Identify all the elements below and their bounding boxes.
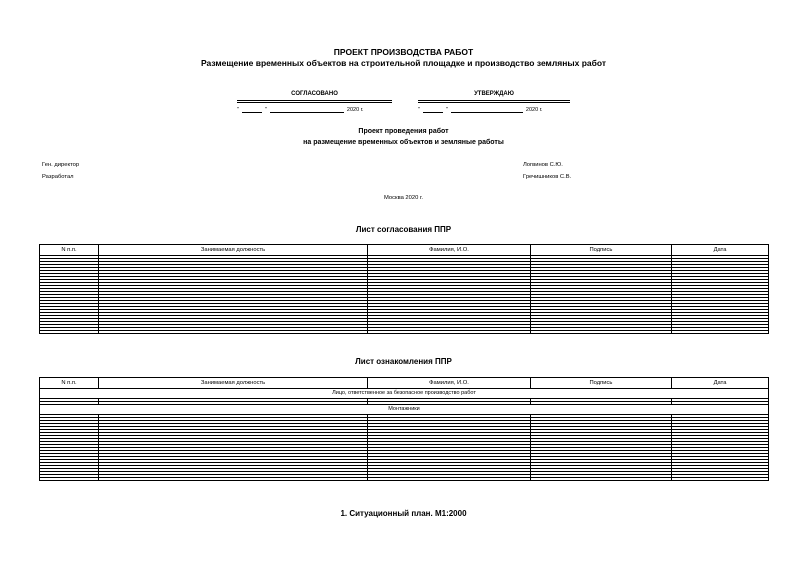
name-director: Логвинов С.Ю.: [523, 162, 563, 168]
table-cell: [99, 331, 368, 334]
familiarization-table: [39, 377, 769, 481]
group-label-responsible: Лицо, ответственное за безопасное производство работ: [40, 389, 769, 399]
section-1-title: 1. Ситуационный план. М1:2000: [340, 509, 467, 518]
col-position: Занимаемая должность: [99, 245, 368, 256]
approval-date-right: [418, 106, 570, 113]
table-cell: [672, 331, 769, 334]
project-line-2: на размещение временных объектов и земляные работы: [303, 139, 504, 146]
table-row: [40, 331, 769, 334]
table-cell: [40, 478, 99, 481]
approved-label: СОГЛАСОВАНО: [291, 91, 338, 97]
group-row-installers: [40, 405, 769, 415]
approval-block-right: [418, 91, 570, 113]
approval-date-left: [237, 106, 392, 113]
approval-table: [39, 244, 769, 334]
group-label-installers: Монтажники: [40, 405, 769, 415]
approval-line-left: [237, 100, 392, 103]
table-cell: [531, 478, 672, 481]
col-position: Занимаемая должность: [99, 378, 368, 389]
day-line: [423, 106, 443, 113]
col-number: N п.п.: [40, 378, 99, 389]
quote-open: ": [237, 107, 239, 113]
year-label: 2020 г.: [525, 107, 543, 113]
col-signature: Подпись: [531, 378, 672, 389]
col-signature: Подпись: [531, 245, 672, 256]
approval-block-left: [237, 91, 392, 113]
role-developer: Разработал: [42, 174, 74, 180]
table-header-row: [40, 245, 769, 256]
quote-close: ": [445, 107, 448, 113]
table-cell: [672, 478, 769, 481]
confirmed-label: УТВЕРЖДАЮ: [474, 91, 514, 97]
document-title: ПРОЕКТ ПРОИЗВОДСТВА РАБОТ: [333, 47, 474, 57]
day-line: [242, 106, 262, 113]
col-date: Дата: [672, 378, 769, 389]
approval-sheet-title: Лист согласования ППР: [355, 225, 452, 234]
col-name: Фамилия, И.О.: [368, 378, 531, 389]
quote-close: ": [264, 107, 267, 113]
familiarization-sheet-title: Лист ознакомления ППР: [355, 357, 452, 366]
table-cell: [40, 331, 99, 334]
month-line: [451, 106, 523, 113]
col-date: Дата: [672, 245, 769, 256]
document-subtitle: Размещение временных объектов на строительной площадке и производство земляных работ: [200, 58, 607, 68]
quote-open: ": [418, 107, 420, 113]
table-cell: [368, 331, 531, 334]
year-label: 2020 г.: [346, 107, 364, 113]
role-director: Ген. директор: [42, 162, 80, 168]
approval-line-right: [418, 100, 570, 103]
group-row-responsible: [40, 389, 769, 399]
table-header-row: [40, 378, 769, 389]
place-year: Москва 2020 г.: [384, 195, 423, 201]
table-cell: [99, 478, 368, 481]
project-line-1: Проект проведения работ: [358, 128, 449, 135]
table-cell: [531, 331, 672, 334]
month-line: [270, 106, 344, 113]
table-row: [40, 478, 769, 481]
name-developer: Гречишников С.В.: [523, 174, 572, 180]
table-cell: [368, 478, 531, 481]
col-name: Фамилия, И.О.: [368, 245, 531, 256]
col-number: N п.п.: [40, 245, 99, 256]
